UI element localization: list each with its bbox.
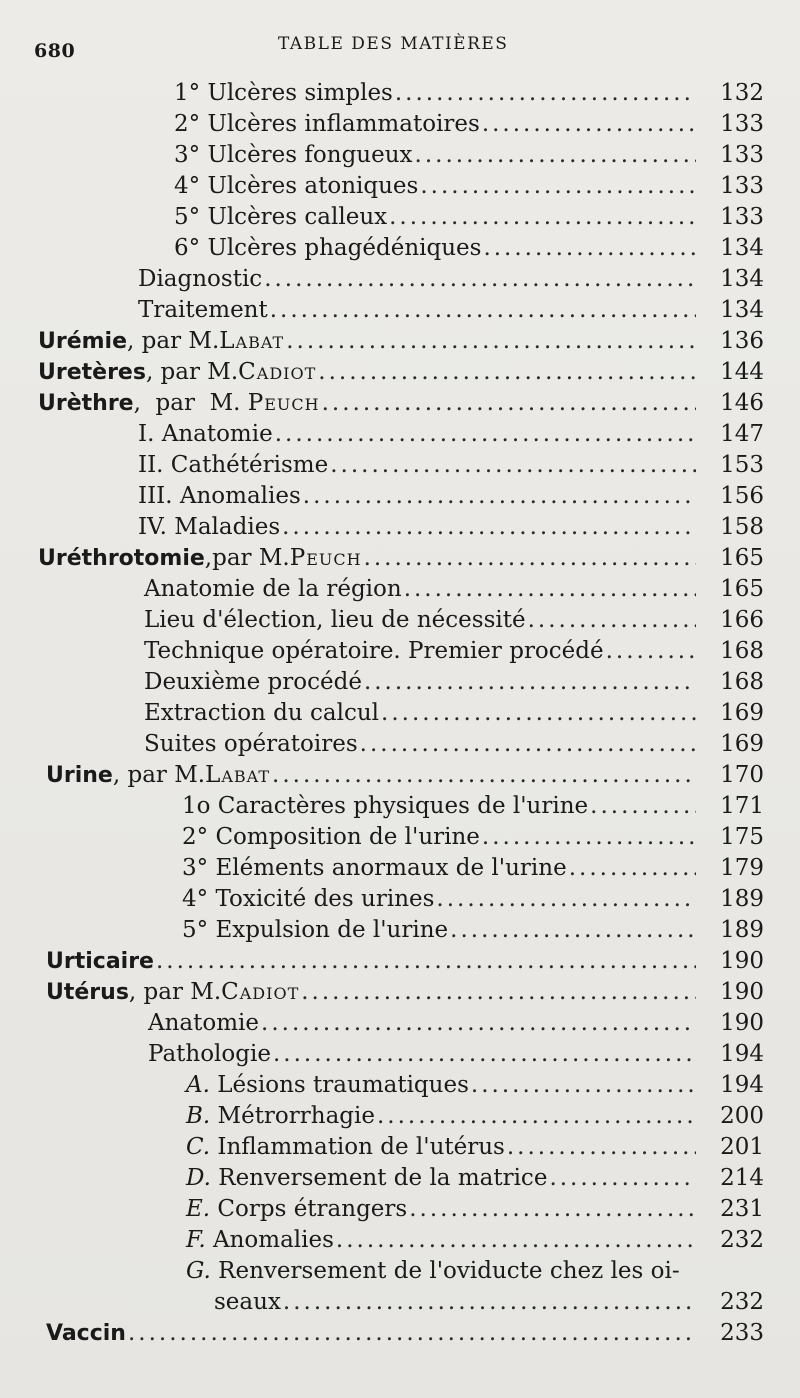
toc-heading: Urèthre xyxy=(38,391,134,416)
toc-heading: Urémie xyxy=(38,329,128,354)
toc-entry: E. Corps étrangers ..... 231 xyxy=(0,1194,800,1225)
toc-heading-entry xyxy=(0,946,800,977)
toc-page: 147 xyxy=(720,421,764,447)
toc-heading: Uréthrotomie xyxy=(38,546,205,571)
toc-heading-entry: Utérus , par M. Cadiot ..... 190 xyxy=(0,977,800,1008)
toc-entry: 4° Toxicité des urines ..... 189 xyxy=(0,884,800,915)
toc-entry: 3° Ulcères fongueux ..... 133 xyxy=(0,140,800,171)
toc-page: 168 xyxy=(720,669,764,695)
toc-entry: 4° Ulcères atoniques ..... 133 xyxy=(0,171,800,202)
toc-page: 133 xyxy=(720,111,764,137)
toc-page: 233 xyxy=(720,1320,764,1346)
toc-page: 153 xyxy=(720,452,764,478)
toc-page: 194 xyxy=(720,1072,764,1098)
toc-page: 175 xyxy=(720,824,764,850)
toc-heading-entry: Urèthre , par M. Peuch ..... 146 xyxy=(0,388,800,419)
toc-entry: Diagnostic ..... 134 xyxy=(0,264,800,295)
toc-entry: B. Métrorrhagie ..... 200 xyxy=(0,1101,800,1132)
toc-page: 232 xyxy=(720,1289,764,1315)
toc-page: 168 xyxy=(720,638,764,664)
toc-entry: 1o Caractères physiques de l'urine ..... 171 xyxy=(0,791,800,822)
toc-page: 214 xyxy=(720,1165,764,1191)
toc-entry: Extraction du calcul ..... 169 xyxy=(0,698,800,729)
toc-page: 134 xyxy=(720,235,764,261)
toc-entry: Pathologie ..... 194 xyxy=(0,1039,800,1070)
toc-page: 201 xyxy=(720,1134,764,1160)
toc-heading-entry xyxy=(0,1318,800,1349)
toc-page: 170 xyxy=(720,762,764,788)
toc-heading: Vaccin xyxy=(46,1321,126,1346)
toc-entry: 3° Eléments anormaux de l'urine ..... 179 xyxy=(0,853,800,884)
toc-entry: G. Renversement de l'oviducte chez les oi- xyxy=(186,1258,680,1284)
toc-entry: Lieu d'élection, lieu de nécessité ..... 166 xyxy=(0,605,800,636)
toc-page: 146 xyxy=(720,390,764,416)
toc-entry: IV. Maladies ..... 158 xyxy=(0,512,800,543)
toc-page: 132 xyxy=(720,80,764,106)
toc-page: 169 xyxy=(720,700,764,726)
toc-page: 232 xyxy=(720,1227,764,1253)
toc-page: 165 xyxy=(720,576,764,602)
toc-entry: 5° Ulcères calleux ..... 133 xyxy=(0,202,800,233)
toc-entry: D. Renversement de la matrice ..... 214 xyxy=(0,1163,800,1194)
author-name: Labat xyxy=(205,762,271,788)
author-name: Peuch xyxy=(247,390,320,416)
toc-page: 134 xyxy=(720,297,764,323)
toc-entry: II. Cathétérisme ..... 153 xyxy=(0,450,800,481)
toc-page: 190 xyxy=(720,1010,764,1036)
toc-page: 158 xyxy=(720,514,764,540)
toc-entry: 2° Ulcères inflammatoires ..... 133 xyxy=(0,109,800,140)
toc-entry: 1° Ulcères simples ..... 132 xyxy=(0,78,800,109)
toc-heading-entry: Uretères , par M. Cadiot ..... 144 xyxy=(0,357,800,388)
toc-entry: 5° Expulsion de l'urine ..... 189 xyxy=(0,915,800,946)
author-name: Cadiot xyxy=(221,979,300,1005)
toc-page: 200 xyxy=(720,1103,764,1129)
toc-entry: 2° Composition de l'urine ..... 175 xyxy=(0,822,800,853)
toc-entry: Suites opératoires ..... 169 xyxy=(0,729,800,760)
toc-entry: III. Anomalies ..... 156 xyxy=(0,481,800,512)
toc-heading: Urticaire xyxy=(46,949,154,974)
table-of-contents xyxy=(0,78,800,1349)
toc-entry-continuation: seaux ..... 232 xyxy=(0,1287,800,1318)
toc-page: 189 xyxy=(720,886,764,912)
toc-entry: F. Anomalies ..... 232 xyxy=(0,1225,800,1256)
toc-heading: Uretères xyxy=(38,360,146,385)
toc-page: 144 xyxy=(720,359,764,385)
page-number: 680 xyxy=(34,40,76,62)
toc-entry: A. Lésions traumatiques ..... 194 xyxy=(0,1070,800,1101)
toc-page: 171 xyxy=(720,793,764,819)
toc-entry: Anatomie ..... 190 xyxy=(0,1008,800,1039)
toc-heading-entry: Urémie , par M. Labat ..... 136 xyxy=(0,326,800,357)
toc-entry: Technique opératoire. Premier procédé ..... 168 xyxy=(0,636,800,667)
toc-page: 133 xyxy=(720,142,764,168)
toc-page: 134 xyxy=(720,266,764,292)
toc-page: 133 xyxy=(720,173,764,199)
toc-entry: Traitement ..... 134 xyxy=(0,295,800,326)
running-title: TABLE DES MATIÈRES xyxy=(278,34,509,54)
toc-page: 179 xyxy=(720,855,764,881)
toc-page: 169 xyxy=(720,731,764,757)
toc-page: 190 xyxy=(720,979,764,1005)
toc-page: 166 xyxy=(720,607,764,633)
toc-page: 156 xyxy=(720,483,764,509)
toc-entry: 6° Ulcères phagédéniques ..... 134 xyxy=(0,233,800,264)
author-name: Cadiot xyxy=(238,359,317,385)
toc-page: 136 xyxy=(720,328,764,354)
toc-heading-entry: Urine , par M. Labat ..... 170 xyxy=(0,760,800,791)
toc-page: 133 xyxy=(720,204,764,230)
toc-entry: I. Anatomie ..... 147 xyxy=(0,419,800,450)
toc-heading: Utérus xyxy=(46,980,129,1005)
toc-heading: Urine xyxy=(46,763,113,788)
toc-page: 190 xyxy=(720,948,764,974)
author-name: Labat xyxy=(219,328,285,354)
toc-entry: Anatomie de la région ..... 165 xyxy=(0,574,800,605)
toc-heading-entry: Uréthrotomie ,par M. Peuch ..... 165 xyxy=(0,543,800,574)
toc-page: 194 xyxy=(720,1041,764,1067)
toc-page: 165 xyxy=(720,545,764,571)
toc-page: 231 xyxy=(720,1196,764,1222)
toc-page: 189 xyxy=(720,917,764,943)
toc-entry: Deuxième procédé ..... 168 xyxy=(0,667,800,698)
toc-entry: C. Inflammation de l'utérus ..... 201 xyxy=(0,1132,800,1163)
author-name: Peuch xyxy=(289,545,362,571)
